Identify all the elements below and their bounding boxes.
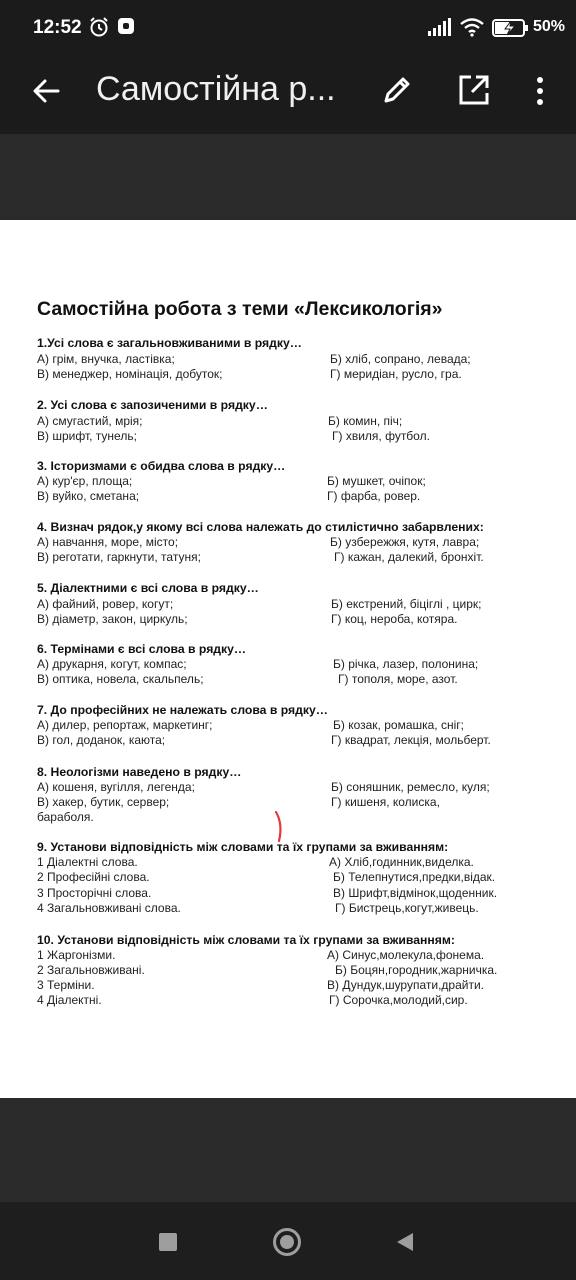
question-title: 8. Неологізми наведено в рядку… (37, 765, 242, 779)
document-title-bar: Самостійна р... (96, 70, 336, 108)
match-left-1: 1 Діалектні слова. (37, 855, 138, 869)
battery-percent: 50% (533, 18, 566, 35)
battery-charging-icon (492, 18, 530, 38)
match-left-3: 3 Терміни. (37, 978, 95, 992)
option-v: В) діаметр, закон, циркуль; (37, 612, 188, 626)
viewer-background-bottom (0, 1098, 576, 1202)
option-b: Б) екстрений, біцiглі , цирк; (331, 597, 482, 611)
option-a: А) грім, внучка, ластівка; (37, 352, 175, 366)
app-notification-icon (118, 18, 134, 34)
question-title: 7. До професійних не належать слова в рядку… (37, 703, 328, 717)
match-left-1: 1 Жаргонізми. (37, 948, 116, 962)
question-title: 9. Установи відповідність між словами та їх групами за вживанням: (37, 840, 449, 854)
option-b: Б) хліб, сопрано, левада; (330, 352, 471, 366)
match-left-4: 4 Діалектні. (37, 993, 102, 1007)
question-7 (37, 703, 537, 773)
match-right-a: А) Хліб,годинник,виделка. (329, 855, 474, 869)
option-b: Б) соняшник, ремесло, куля; (331, 780, 490, 794)
question-1 (37, 336, 537, 406)
option-g: Г) кишеня, колиска, (331, 795, 440, 809)
option-a: А) кур'єр, площа; (37, 474, 133, 488)
home-icon[interactable] (273, 1228, 301, 1256)
status-time: 12:52 (33, 17, 82, 38)
option-a: А) файний, ровер, когут; (37, 597, 174, 611)
option-g: Г) фарба, ровер. (327, 489, 421, 503)
question-3 (37, 459, 537, 529)
status-bar (0, 0, 576, 56)
document-heading: Самостійна робота з теми «Лексикологія» (37, 298, 443, 320)
back-arrow-icon[interactable] (28, 73, 64, 109)
option-continuation: бараболя. (37, 810, 94, 824)
wifi-icon (460, 17, 484, 37)
system-nav-bar (0, 1202, 576, 1280)
open-external-icon[interactable] (455, 71, 493, 109)
option-a: А) навчання, море, місто; (37, 535, 179, 549)
question-title: 10. Установи відповідність між словами та їх групами за вживанням: (37, 933, 455, 947)
question-8 (37, 765, 537, 835)
handwritten-mark (273, 810, 287, 844)
app-bar (0, 56, 576, 134)
question-10 (37, 933, 537, 1013)
back-triangle-icon[interactable] (395, 1232, 415, 1252)
question-title: 2. Усі слова є запозиченими в рядку… (37, 398, 268, 412)
option-g: Г) квадрат, лекція, мольберт. (331, 733, 491, 747)
match-right-v: В) Шрифт,відмінок,щоденник. (333, 886, 498, 900)
question-title: 4. Визнач рядок,у якому всі слова належать до стилістично забарвлених: (37, 520, 484, 534)
option-g: Г) кажан, далекий, бронхіт. (334, 550, 484, 564)
option-a: А) дилер, репортаж, маркетинг; (37, 718, 213, 732)
document-page (0, 220, 576, 1098)
match-right-b: Б) Телепнутися,предки,відак. (333, 870, 496, 884)
match-right-g: Г) Сорочка,молодий,сир. (329, 993, 468, 1007)
match-left-3: 3 Просторічні слова. (37, 886, 152, 900)
match-left-2: 2 Загальновживані. (37, 963, 145, 977)
signal-icon (428, 18, 452, 36)
recent-apps-icon[interactable] (159, 1233, 177, 1251)
question-title: 6. Термінами є всі слова в рядку… (37, 642, 247, 656)
question-5 (37, 581, 537, 651)
option-a: А) кошеня, вугілля, легенда; (37, 780, 195, 794)
question-6 (37, 642, 537, 712)
match-right-a: А) Синус,молекула,фонема. (327, 948, 485, 962)
option-v: В) вуйко, сметана; (37, 489, 140, 503)
question-title: 3. Історизмами є обидва слова в рядку… (37, 459, 286, 473)
option-v: В) шрифт, тунель; (37, 429, 137, 443)
option-g: Г) хвиля, футбол. (332, 429, 430, 443)
option-b: Б) узбережжя, кутя, лавра; (330, 535, 480, 549)
option-b: Б) річка, лазер, полонина; (333, 657, 479, 671)
option-b: Б) мушкет, очіпок; (327, 474, 426, 488)
question-title: 1.Усі слова є загальновживаними в рядку… (37, 336, 302, 350)
option-b: Б) козак, ромашка, сніг; (333, 718, 464, 732)
option-a: А) друкарня, когут, компас; (37, 657, 187, 671)
question-9 (37, 840, 537, 920)
option-v: В) менеджер, номінація, добуток; (37, 367, 223, 381)
option-g: Г) тополя, море, азот. (338, 672, 458, 686)
match-right-v: В) Дундук,шурупати,драйти. (327, 978, 484, 992)
option-v: В) реготати, гаркнути, татуня; (37, 550, 201, 564)
match-left-4: 4 Загальновживані слова. (37, 901, 181, 915)
viewer-background (0, 134, 576, 220)
match-right-g: Г) Бистрець,когут,живець. (335, 901, 479, 915)
option-g: Г) коц, нероба, котяра. (331, 612, 458, 626)
option-a: А) смугастий, мрія; (37, 414, 143, 428)
option-v: В) оптика, новела, скальпель; (37, 672, 204, 686)
question-title: 5. Діалектними є всі слова в рядку… (37, 581, 259, 595)
match-right-b: Б) Боцян,городник,жарничка. (335, 963, 498, 977)
question-2 (37, 398, 537, 468)
option-b: Б) комин, піч; (328, 414, 403, 428)
pencil-icon[interactable] (378, 71, 416, 109)
more-vert-icon[interactable] (527, 72, 553, 110)
alarm-icon (88, 16, 110, 38)
option-g: Г) меридіан, русло, гра. (330, 367, 462, 381)
question-4 (37, 520, 537, 590)
option-v: В) гол, доданок, каюта; (37, 733, 166, 747)
option-v: В) хакер, бутик, сервер; (37, 795, 170, 809)
match-left-2: 2 Професійні слова. (37, 870, 150, 884)
